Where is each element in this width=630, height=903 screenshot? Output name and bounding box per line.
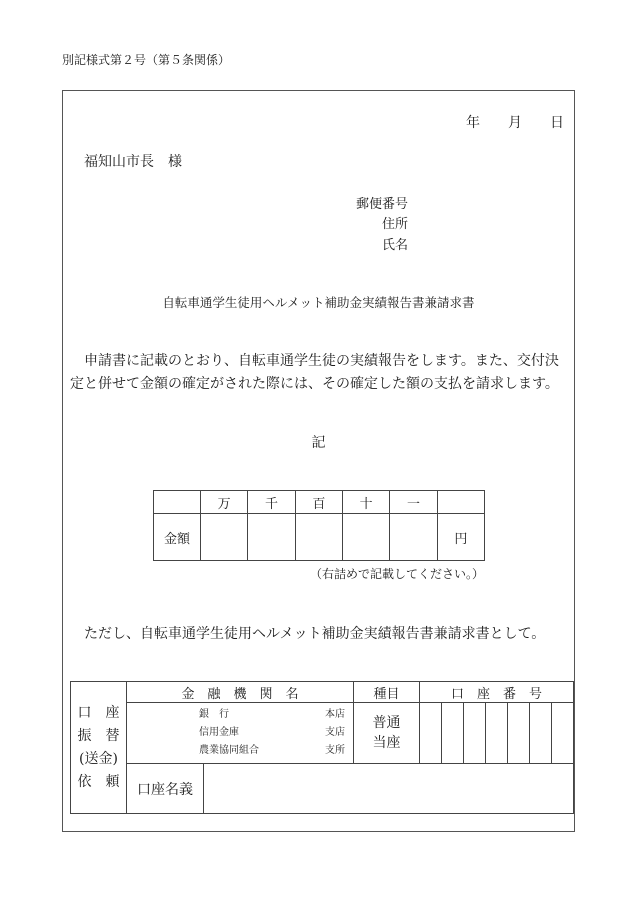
- institution-kind: 信用金庫: [199, 727, 239, 738]
- bank-transfer-table: [70, 681, 574, 814]
- date-line: [466, 112, 564, 132]
- account-type-field[interactable]: [354, 703, 420, 764]
- request-statement: [70, 350, 570, 396]
- institution-option: [127, 706, 353, 724]
- amount-digit-field[interactable]: [201, 514, 248, 561]
- account-digit-field[interactable]: [508, 703, 530, 764]
- digit-header-sen: 千: [248, 491, 295, 514]
- amount-digit-field[interactable]: [248, 514, 295, 561]
- date-day-label: 日: [550, 115, 564, 131]
- account-digit-field[interactable]: [442, 703, 464, 764]
- digit-header-man: 万: [201, 491, 248, 514]
- institution-header: 金 融 機 関 名: [127, 682, 354, 703]
- branch-kind: 支店: [325, 727, 346, 738]
- account-holder-field[interactable]: [204, 764, 574, 814]
- proviso-text: ただし、自転車通学生徒用ヘルメット補助金実績報告書兼請求書として。: [84, 626, 546, 642]
- amount-digit-field[interactable]: [342, 514, 389, 561]
- institution-option: [127, 724, 353, 742]
- postal-code-label: 郵便番号: [355, 197, 408, 212]
- digit-header-ichi: 一: [390, 491, 437, 514]
- side-label-line: 口 座: [77, 704, 120, 721]
- type-header: 種目: [354, 682, 420, 703]
- account-transfer-label: [71, 682, 127, 814]
- amount-digit-field[interactable]: [390, 514, 437, 561]
- institution-option: [127, 742, 353, 760]
- digit-header-hyaku: 百: [295, 491, 342, 514]
- account-digit-field[interactable]: [420, 703, 442, 764]
- account-digit-field[interactable]: [464, 703, 486, 764]
- date-month-label: 月: [508, 115, 522, 131]
- institution-kind: 銀 行: [199, 709, 229, 720]
- document-title: 自転車通学生徒用ヘルメット補助金実績報告書兼請求書: [162, 295, 475, 310]
- side-label-line: 振 替: [77, 727, 120, 744]
- account-digit-field[interactable]: [486, 703, 508, 764]
- amount-table: [153, 490, 485, 561]
- account-holder-label: 口座名義: [127, 764, 204, 814]
- amount-unit: 円: [437, 514, 484, 561]
- institution-field[interactable]: [127, 703, 354, 764]
- address-label: 住所: [381, 217, 408, 232]
- form-reference: 別記様式第２号（第５条関係）: [62, 53, 231, 67]
- date-year-label: 年: [466, 115, 480, 131]
- account-number-header: 口 座 番 号: [420, 682, 574, 703]
- ki-heading: 記: [311, 435, 326, 451]
- account-digit-field[interactable]: [530, 703, 552, 764]
- branch-kind: 支所: [325, 745, 346, 756]
- statement-line-2: 定と併せて金額の確定がされた際には、その確定した額の支払を請求します。: [70, 376, 559, 392]
- statement-line-1: 申請書に記載のとおり、自転車通学生徒の実績報告をします。また、交付決: [84, 353, 559, 369]
- amount-digit-field[interactable]: [295, 514, 342, 561]
- name-label: 氏名: [381, 238, 408, 253]
- addressee: 福知山市長 様: [84, 154, 182, 170]
- side-label-line: 依 頼: [77, 773, 120, 790]
- digit-header-juu: 十: [342, 491, 389, 514]
- institution-kind: 農業協同組合: [199, 745, 259, 756]
- branch-kind: 本店: [325, 709, 346, 720]
- account-type-current: 当座: [372, 735, 401, 751]
- amount-corner-cell: [154, 491, 201, 514]
- amount-note: （右詰めで記載してください。）: [310, 567, 485, 581]
- amount-label: 金額: [154, 514, 201, 561]
- amount-unit-header: [437, 491, 484, 514]
- account-digit-field[interactable]: [552, 703, 574, 764]
- account-type-ordinary: 普通: [372, 715, 401, 731]
- side-label-line: (送金): [79, 750, 118, 767]
